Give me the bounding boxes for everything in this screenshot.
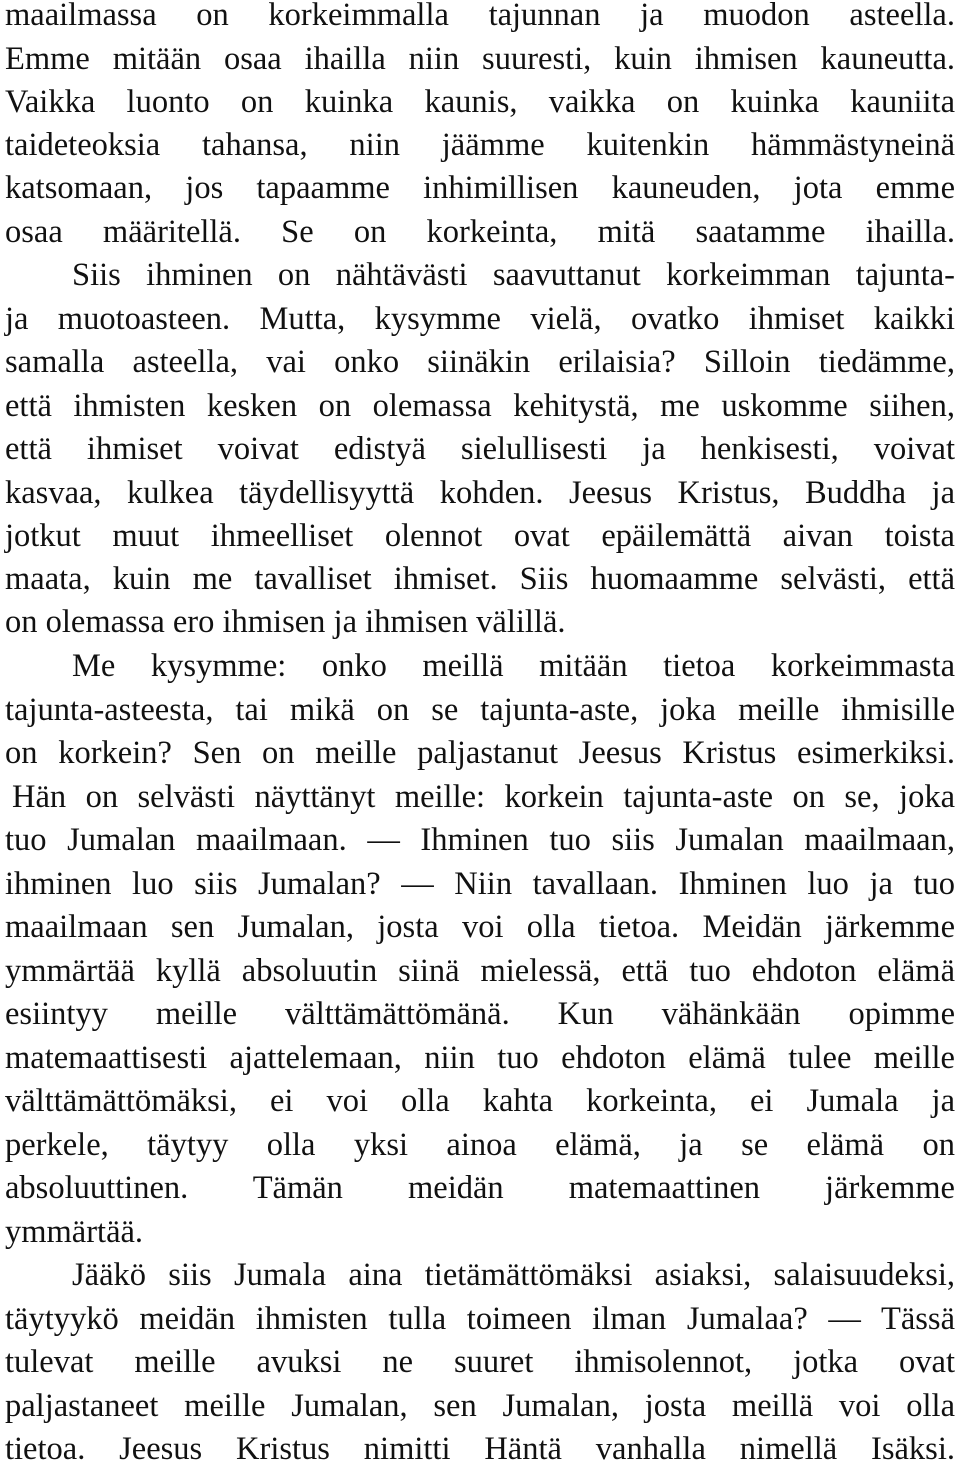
text-line: Vaikka luonto on kuinka kaunis, vaikka on kuinka kauniita (5, 84, 955, 120)
text-line: on olemassa ero ihmisen ja ihmisen välillä. (5, 604, 566, 640)
text-line: täytyykö meidän ihmisten tulla toimeen ilman Jumalaa? — Tässä (5, 1301, 955, 1337)
text-line: matemaattisesti ajattelemaan, niin tuo ehdoton elämä tulee meille (5, 1040, 955, 1076)
text-line: paljastaneet meille Jumalan, sen Jumalan, josta meillä voi olla (5, 1388, 955, 1424)
text-line: jotkut muut ihmeelliset olennot ovat epäilemättä aivan toista (5, 518, 955, 554)
text-line: ymmärtää. (5, 1214, 144, 1250)
text-line: välttämättömäksi, ei voi olla kahta korkeinta, ei Jumala ja (5, 1083, 955, 1119)
text-line: että ihmisten kesken on olemassa kehitystä, me uskomme siihen, (5, 388, 955, 424)
text-line: kasvaa, kulkea täydellisyyttä kohden. Jeesus Kristus, Buddha ja (5, 475, 955, 511)
text-line: osaa määritellä. Se on korkeinta, mitä saatamme ihailla. (5, 214, 955, 250)
text-line: esiintyy meille välttämättömänä. Kun vähänkään opimme (5, 996, 955, 1032)
text-line: tajunta-asteesta, tai mikä on se tajunta-aste, joka meille ihmisille (5, 692, 955, 728)
text-line: Siis ihminen on nähtävästi saavuttanut korkeimman tajunta- (72, 257, 955, 293)
text-line: taideteoksia tahansa, niin jäämme kuitenkin hämmästyneinä (5, 127, 955, 163)
text-line: tulevat meille avuksi ne suuret ihmisolennot, jotka ovat (5, 1344, 955, 1380)
text-line: tuo Jumalan maailmaan. — Ihminen tuo siis Jumalan maailmaan, (5, 822, 955, 858)
text-line: maailmaan sen Jumalan, josta voi olla tietoa. Meidän järkemme (5, 909, 955, 945)
text-line: Me kysymme: onko meillä mitään tietoa korkeimmasta (72, 648, 955, 684)
text-line: ihminen luo siis Jumalan? — Niin tavallaan. Ihminen luo ja tuo (5, 866, 955, 902)
text-line: Emme mitään osaa ihailla niin suuresti, kuin ihmisen kauneutta. (5, 41, 955, 77)
text-line: ymmärtää kyllä absoluutin siinä mielessä, että tuo ehdoton elämä (5, 953, 955, 989)
text-line: ja muotoasteen. Mutta, kysymme vielä, ovatko ihmiset kaikki (5, 301, 955, 337)
text-line: että ihmiset voivat edistyä sielullisesti ja henkisesti, voivat (5, 431, 955, 467)
text-line: Jääkö siis Jumala aina tietämättömäksi asiaksi, salaisuudeksi, (72, 1257, 955, 1293)
text-line: samalla asteella, vai onko siinäkin erilaisia? Silloin tiedämme, (5, 344, 955, 380)
text-line: tietoa. Jeesus Kristus nimitti Häntä vanhalla nimellä Isäksi. (5, 1431, 955, 1467)
text-line: maata, kuin me tavalliset ihmiset. Siis huomaamme selvästi, että (5, 561, 955, 597)
text-line: perkele, täytyy olla yksi ainoa elämä, ja se elämä on (5, 1127, 955, 1163)
text-line: absoluuttinen. Tämän meidän matemaattinen järkemme (5, 1170, 955, 1206)
text-line: katsomaan, jos tapaamme inhimillisen kauneuden, jota emme (5, 170, 955, 206)
text-line: on korkein? Sen on meille paljastanut Jeesus Kristus esimerkiksi. (5, 735, 955, 771)
text-line: Hän on selvästi näyttänyt meille: korkein tajunta-aste on se, joka (12, 779, 955, 815)
text-line: maailmassa on korkeimmalla tajunnan ja muodon asteella. (5, 0, 955, 33)
